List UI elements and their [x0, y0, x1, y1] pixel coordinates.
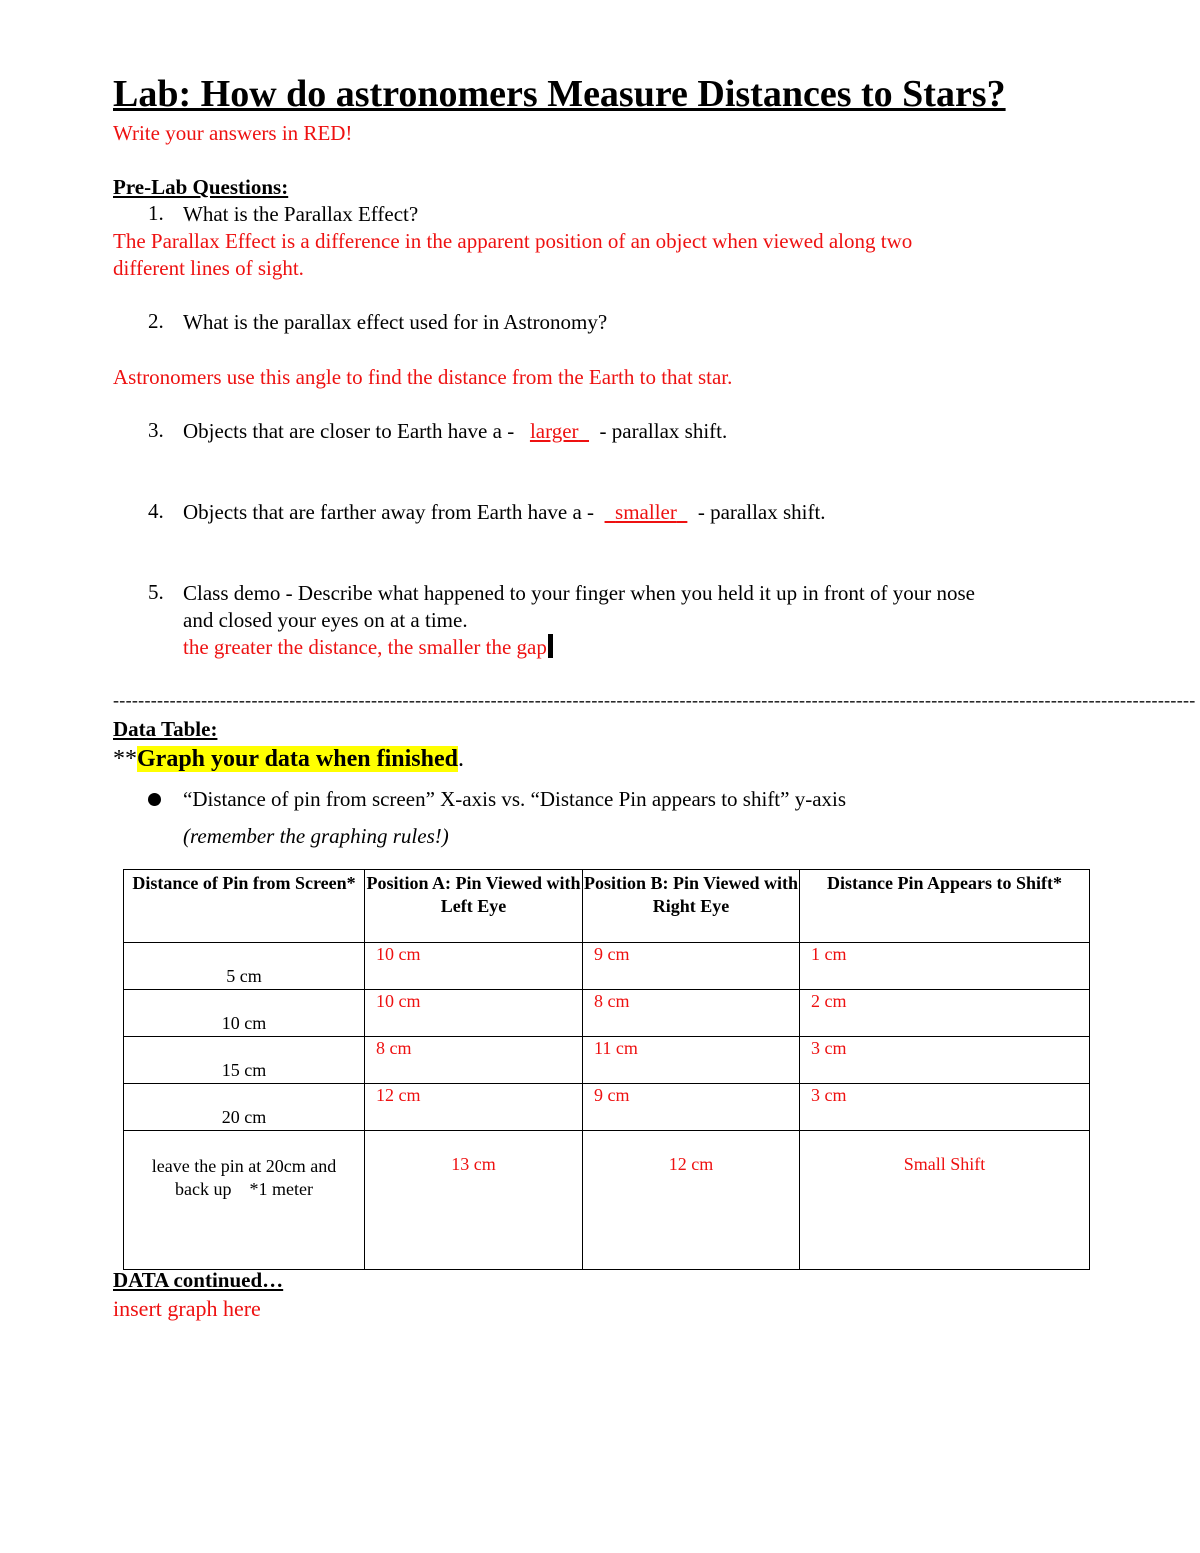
a1-text-line1: The Parallax Effect is a difference in the apparent position of an object when viewed along two	[113, 229, 913, 253]
header-position-b: Position B: Pin Viewed with Right Eye	[583, 870, 800, 943]
q2-number: 2.	[148, 309, 164, 333]
q3-answer	[530, 419, 589, 443]
cell-distance[interactable]: 5 cm	[124, 943, 365, 990]
cell-position-a[interactable]: 10 cm	[365, 943, 583, 990]
q4-answer	[605, 500, 688, 524]
table-row	[124, 1037, 1090, 1084]
q5-number: 5.	[148, 580, 164, 604]
text-cursor[interactable]	[548, 634, 553, 658]
table-row	[124, 990, 1090, 1037]
q5-answer-line	[183, 634, 553, 661]
table-row	[124, 943, 1090, 990]
q3-text-after: - parallax shift.	[599, 419, 728, 443]
table-header-row	[124, 870, 1090, 943]
cell-shift[interactable]: 3 cm	[800, 1037, 1090, 1084]
page-title: Lab: How do astronomers Measure Distances to Stars?	[113, 73, 1006, 115]
q4-text-before: Objects that are farther away from Earth have a -	[183, 500, 595, 524]
header-shift: Distance Pin Appears to Shift*	[800, 870, 1090, 943]
q5-text-line2: and closed your eyes on at a time.	[183, 608, 468, 632]
table-row	[124, 1084, 1090, 1131]
data-continued-heading: DATA continued…	[113, 1268, 284, 1292]
cell-distance[interactable]: 20 cm	[124, 1084, 365, 1131]
graph-reminder: (remember the graphing rules!)	[183, 824, 449, 848]
bullet-icon	[148, 793, 161, 806]
q4-sentence	[183, 499, 826, 526]
cell-shift[interactable]: 2 cm	[800, 990, 1090, 1037]
prelab-heading: Pre-Lab Questions:	[113, 175, 289, 199]
a1-text-line2: different lines of sight.	[113, 256, 304, 280]
cell-position-b[interactable]: 9 cm	[583, 943, 800, 990]
q4-text-after: - parallax shift.	[697, 500, 826, 524]
data-table	[123, 869, 1090, 1270]
cell-distance[interactable]: 10 cm	[124, 990, 365, 1037]
cell-shift[interactable]: 3 cm	[800, 1084, 1090, 1131]
cell-position-b[interactable]: 8 cm	[583, 990, 800, 1037]
q5-text-line1: Class demo - Describe what happened to your finger when you held it up in front of your nose	[183, 581, 975, 605]
cell-distance-backup[interactable]	[124, 1131, 365, 1270]
graph-instruction-highlight: Graph your data when finished	[137, 746, 458, 772]
cell-position-a[interactable]: 13 cm	[365, 1131, 583, 1270]
q4-number: 4.	[148, 499, 164, 523]
q1-number: 1.	[148, 201, 164, 225]
q2-text: What is the parallax effect used for in Astronomy?	[183, 310, 608, 334]
backup-line2: back up *1 meter	[175, 1179, 313, 1199]
cell-position-a[interactable]: 12 cm	[365, 1084, 583, 1131]
q4-answer-text: smaller	[615, 500, 677, 524]
cell-position-a[interactable]: 10 cm	[365, 990, 583, 1037]
cell-shift[interactable]: Small Shift	[800, 1131, 1090, 1270]
graph-suffix: .	[457, 746, 464, 772]
table-row-backup	[124, 1131, 1090, 1270]
q1-text: What is the Parallax Effect?	[183, 202, 419, 226]
q3-sentence	[183, 418, 727, 445]
q5-answer: the greater the distance, the smaller the gap	[183, 635, 547, 659]
cell-position-b[interactable]: 9 cm	[583, 1084, 800, 1131]
divider-line: ----------------------------------------------------------------------------------------------------------------------------------------------------------------------------	[113, 690, 1196, 710]
cell-position-b[interactable]: 12 cm	[583, 1131, 800, 1270]
q3-number: 3.	[148, 418, 164, 442]
q3-text-before: Objects that are closer to Earth have a -	[183, 419, 515, 443]
cell-shift[interactable]: 1 cm	[800, 943, 1090, 990]
instruction-text: Write your answers in RED!	[113, 121, 353, 145]
q3-answer-text: larger	[529, 419, 579, 443]
data-table-heading: Data Table:	[113, 717, 218, 741]
header-distance: Distance of Pin from Screen*	[124, 870, 365, 943]
a2-text: Astronomers use this angle to find the distance from the Earth to that star.	[113, 365, 733, 389]
header-position-a: Position A: Pin Viewed with Left Eye	[365, 870, 583, 943]
graph-prefix: **	[113, 746, 137, 772]
cell-position-b[interactable]: 11 cm	[583, 1037, 800, 1084]
graph-placeholder[interactable]: insert graph here	[113, 1296, 261, 1321]
graph-axes-text: “Distance of pin from screen” X-axis vs. “Distance Pin appears to shift” y-axis	[183, 787, 847, 811]
graph-instruction	[113, 744, 464, 774]
backup-line1: leave the pin at 20cm and	[151, 1156, 337, 1176]
cell-distance[interactable]: 15 cm	[124, 1037, 365, 1084]
cell-position-a[interactable]: 8 cm	[365, 1037, 583, 1084]
